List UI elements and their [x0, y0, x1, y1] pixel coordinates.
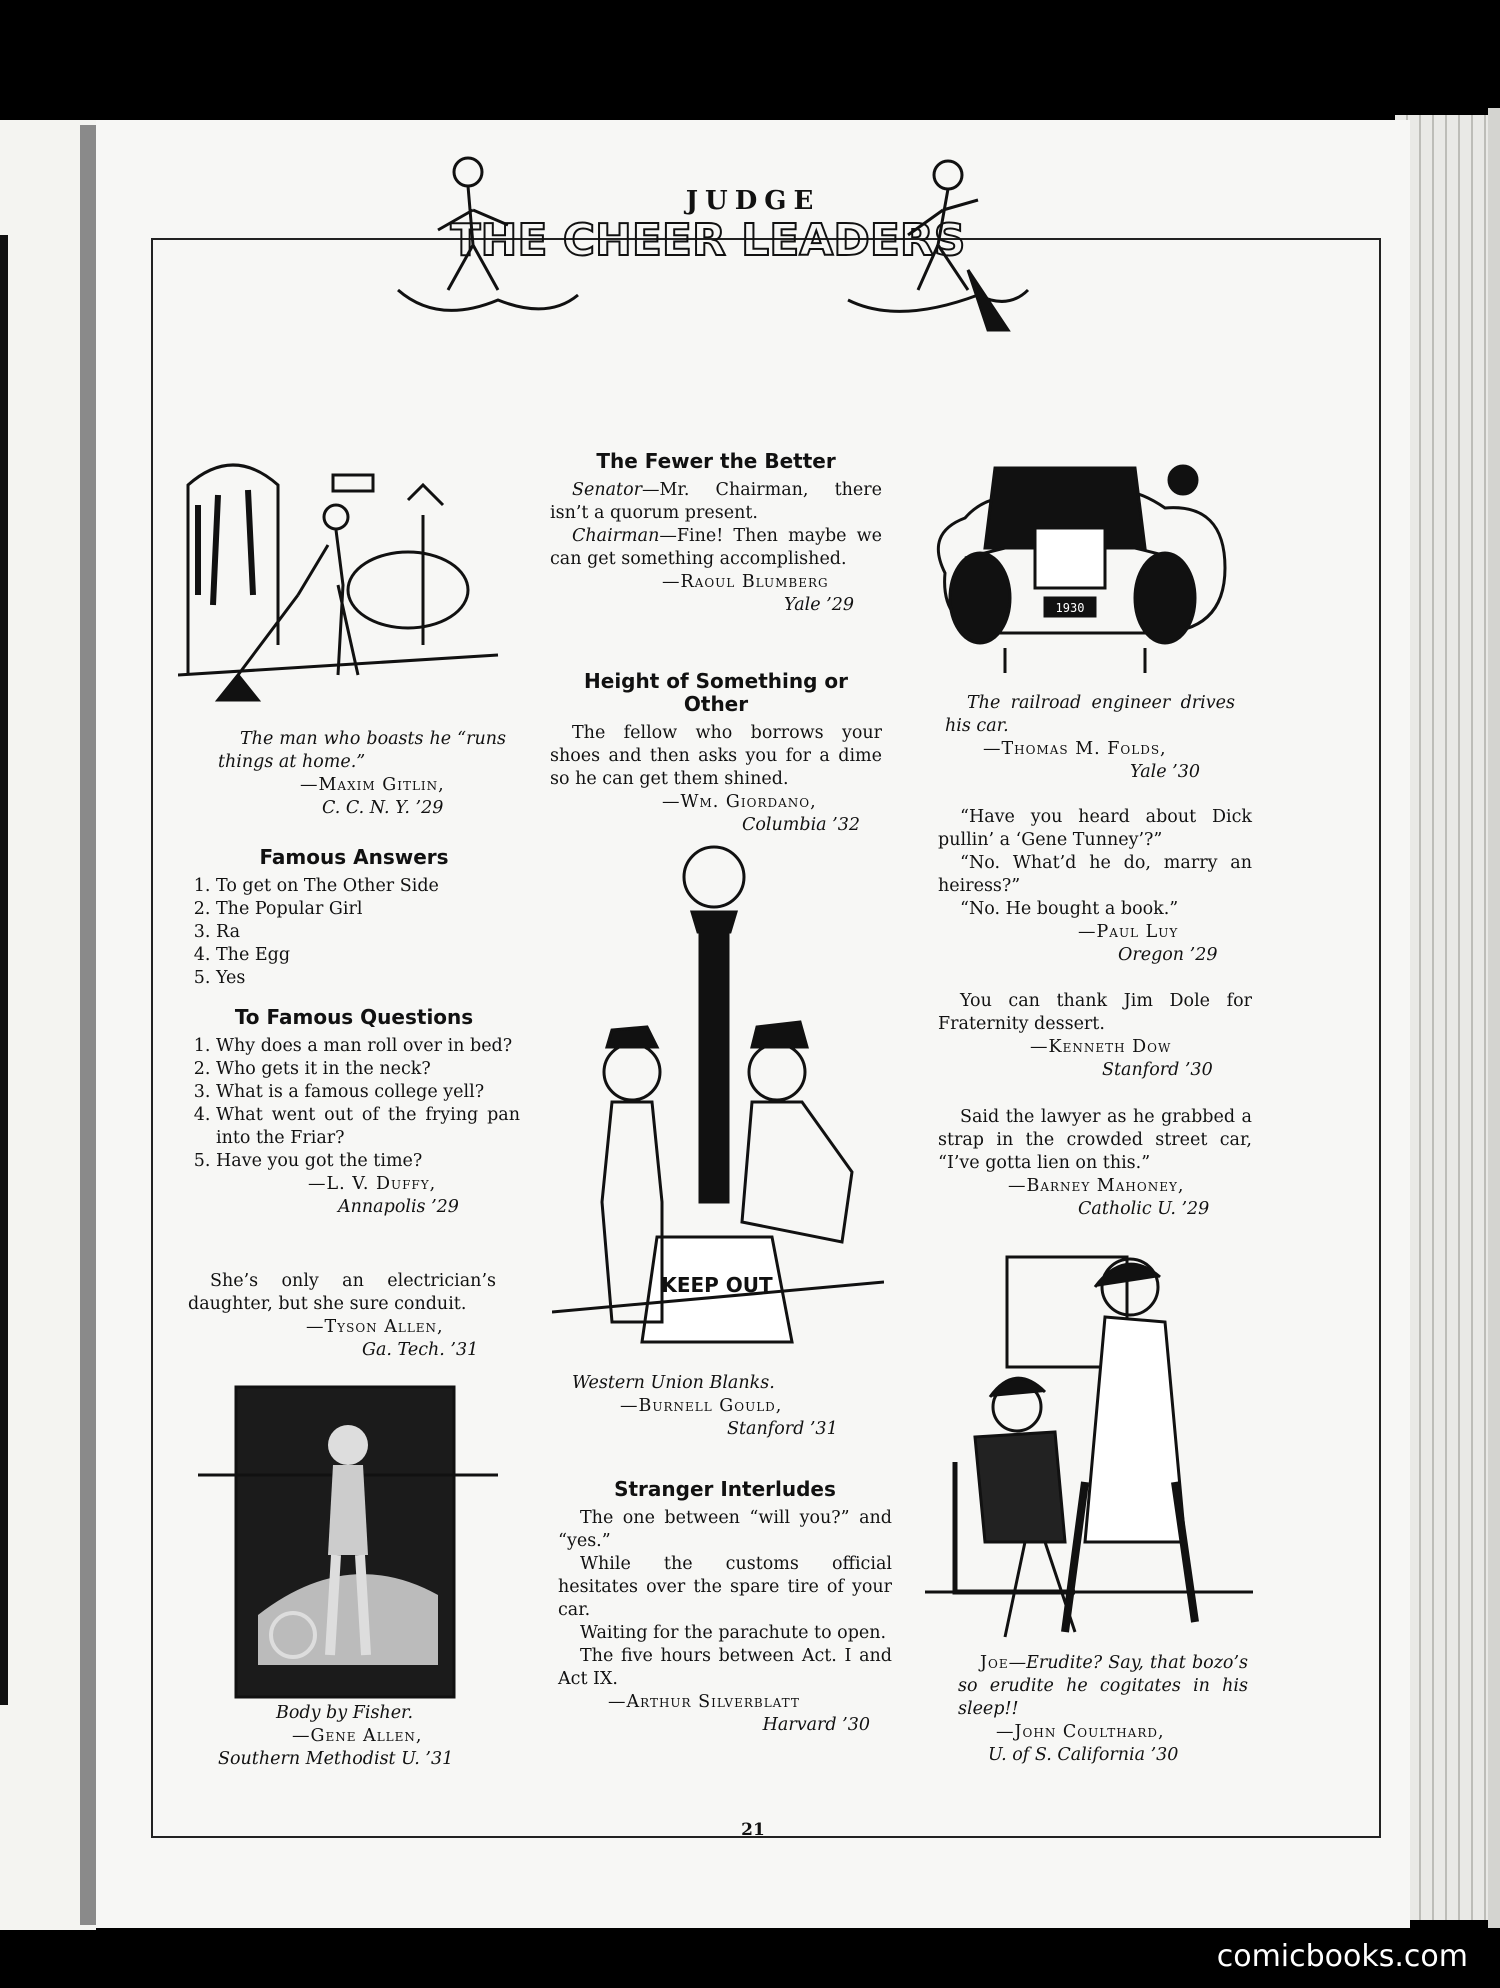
fewer-the-better — [550, 450, 882, 617]
stranger-school: Harvard ’30 — [762, 1715, 870, 1735]
joe-line: —Erudite? Say, that bozo’s so erudite he cogitates in his sleep!! — [958, 1653, 1248, 1719]
keep-out-sign: KEEP OUT — [661, 1273, 773, 1297]
question-item: 5. Have you got the time? — [216, 1150, 520, 1173]
jim-dole-joke — [938, 990, 1252, 1082]
lawyer-school: Catholic U. ’29 — [1078, 1199, 1210, 1219]
joe-author: —John Coulthard, — [996, 1722, 1165, 1742]
page-number: 21 — [741, 1820, 765, 1840]
erudite-cartoon — [925, 1242, 1253, 1652]
answers-title: Famous Answers — [259, 845, 449, 869]
height-text: The fellow who borrows your shoes and then asks you for a dime so he can get them shined. — [550, 723, 882, 789]
question-item: 1. Why does a man roll over in bed? — [216, 1035, 520, 1058]
vacuum-cartoon — [178, 445, 508, 710]
lawyer-text: Said the lawyer as he grabbed a strap in the crowded street car, “I’ve gotta lien on this.” — [938, 1107, 1252, 1173]
answer-item: 1. To get on The Other Side — [216, 875, 520, 898]
fewer-author: —Raoul Blumberg — [662, 572, 829, 592]
tunney-line: “No. He bought a book.” — [960, 899, 1179, 919]
license-plate: 1930 — [1055, 601, 1085, 615]
fewer-speaker-chairman: Chairman — [572, 526, 660, 546]
banner-title: THE CHEER LEADERS — [450, 215, 966, 266]
questions-author: —L. V. Duffy, — [308, 1174, 437, 1194]
questions-title: To Famous Questions — [234, 1005, 474, 1029]
running-head: JUDGE — [685, 186, 821, 216]
question-item: 4. What went out of the frying pan into the Friar? — [216, 1104, 520, 1150]
car-caption-block — [945, 692, 1235, 784]
answer-item: 5. Yes — [216, 967, 520, 990]
electrician-joke — [188, 1270, 496, 1362]
wu-author: —Burnell Gould, — [620, 1396, 783, 1416]
watermark: comicbooks.com — [1216, 1939, 1468, 1974]
lawyer-author: —Barney Mahoney, — [1008, 1176, 1185, 1196]
vacuum-caption-block — [218, 728, 506, 820]
answer-item: 4. The Egg — [216, 944, 520, 967]
wu-caption: Western Union Blanks. — [572, 1373, 775, 1393]
stranger-line: The one between “will you?” and “yes.” — [558, 1508, 892, 1551]
tunney-line: “Have you heard about Dick pullin’ a ‘Gene Tunney’?” — [938, 807, 1252, 850]
tunney-author: —Paul Luy — [1078, 922, 1179, 942]
electrician-text: She’s only an electrician’s daughter, but she sure conduit. — [188, 1271, 496, 1314]
stranger-interludes — [558, 1478, 892, 1737]
jim-text: You can thank Jim Dole for Fraternity dessert. — [938, 991, 1252, 1034]
question-item: 2. Who gets it in the neck? — [216, 1058, 520, 1081]
electrician-school: Ga. Tech. ’31 — [362, 1340, 479, 1360]
car-author: —Thomas M. Folds, — [983, 739, 1167, 759]
joe-caption-block — [958, 1652, 1248, 1767]
railroad-car-cartoon — [925, 458, 1245, 680]
jim-school: Stanford ’30 — [1102, 1060, 1213, 1080]
tunney-line: “No. What’d he do, marry an heiress?” — [938, 853, 1252, 896]
car-school: Yale ’30 — [1130, 762, 1200, 782]
stranger-title: Stranger Interludes — [614, 1477, 836, 1501]
fewer-speaker-senator: Senator — [572, 480, 642, 500]
fisher-school: Southern Methodist U. ’31 — [218, 1749, 454, 1769]
joe-speaker: Joe — [980, 1653, 1009, 1673]
fewer-line-senator: —Mr. Chairman, there isn’t a quorum present. — [550, 480, 882, 523]
lawyer-joke — [938, 1106, 1252, 1221]
jim-author: —Kenneth Dow — [1030, 1037, 1172, 1057]
fisher-author: —Gene Allen, — [292, 1726, 423, 1746]
wu-school: Stanford ’31 — [727, 1419, 838, 1439]
fisher-caption: Body by Fisher. — [276, 1703, 414, 1723]
stranger-author: —Arthur Silverblatt — [608, 1692, 800, 1712]
stranger-line: The five hours between Act. I and Act IX. — [558, 1646, 892, 1689]
answer-item: 3. Ra — [216, 921, 520, 944]
questions-school: Annapolis ’29 — [338, 1197, 459, 1217]
vacuum-caption: The man who boasts he “runs things at home.” — [218, 729, 506, 772]
fewer-title: The Fewer the Better — [596, 449, 836, 473]
famous-answers — [188, 846, 520, 990]
answer-item: 2. The Popular Girl — [216, 898, 520, 921]
stranger-line: Waiting for the parachute to open. — [580, 1623, 887, 1643]
height-title: Height of Something or Other — [584, 669, 848, 716]
gene-tunney-joke — [938, 806, 1252, 967]
vacuum-school: C. C. N. Y. ’29 — [322, 798, 444, 818]
fisher-caption-block — [218, 1702, 508, 1771]
fewer-school: Yale ’29 — [784, 595, 854, 615]
height-school: Columbia ’32 — [741, 815, 860, 835]
vacuum-author: —Maxim Gitlin, — [300, 775, 445, 795]
cheer-leaders-banner — [378, 150, 1038, 340]
body-by-fisher-cartoon — [198, 1385, 498, 1701]
height-of-something — [550, 670, 882, 837]
famous-questions — [188, 1006, 520, 1219]
western-union-cartoon — [552, 842, 884, 1372]
tunney-school: Oregon ’29 — [1118, 945, 1218, 965]
electrician-author: —Tyson Allen, — [306, 1317, 444, 1337]
page-stack-edge — [1488, 108, 1500, 1928]
joe-school: U. of S. California ’30 — [988, 1745, 1179, 1765]
height-author: —Wm. Giordano, — [662, 792, 817, 812]
car-caption: The railroad engineer drives his car. — [945, 693, 1235, 736]
stranger-line: While the customs official hesitates over the spare tire of your car. — [558, 1554, 892, 1620]
fewer-line-chairman: —Fine! Then maybe we can get something accomplished. — [550, 526, 882, 569]
question-item: 3. What is a famous college yell? — [216, 1081, 520, 1104]
facing-page-rule — [0, 235, 8, 1705]
wu-caption-block — [572, 1372, 852, 1441]
